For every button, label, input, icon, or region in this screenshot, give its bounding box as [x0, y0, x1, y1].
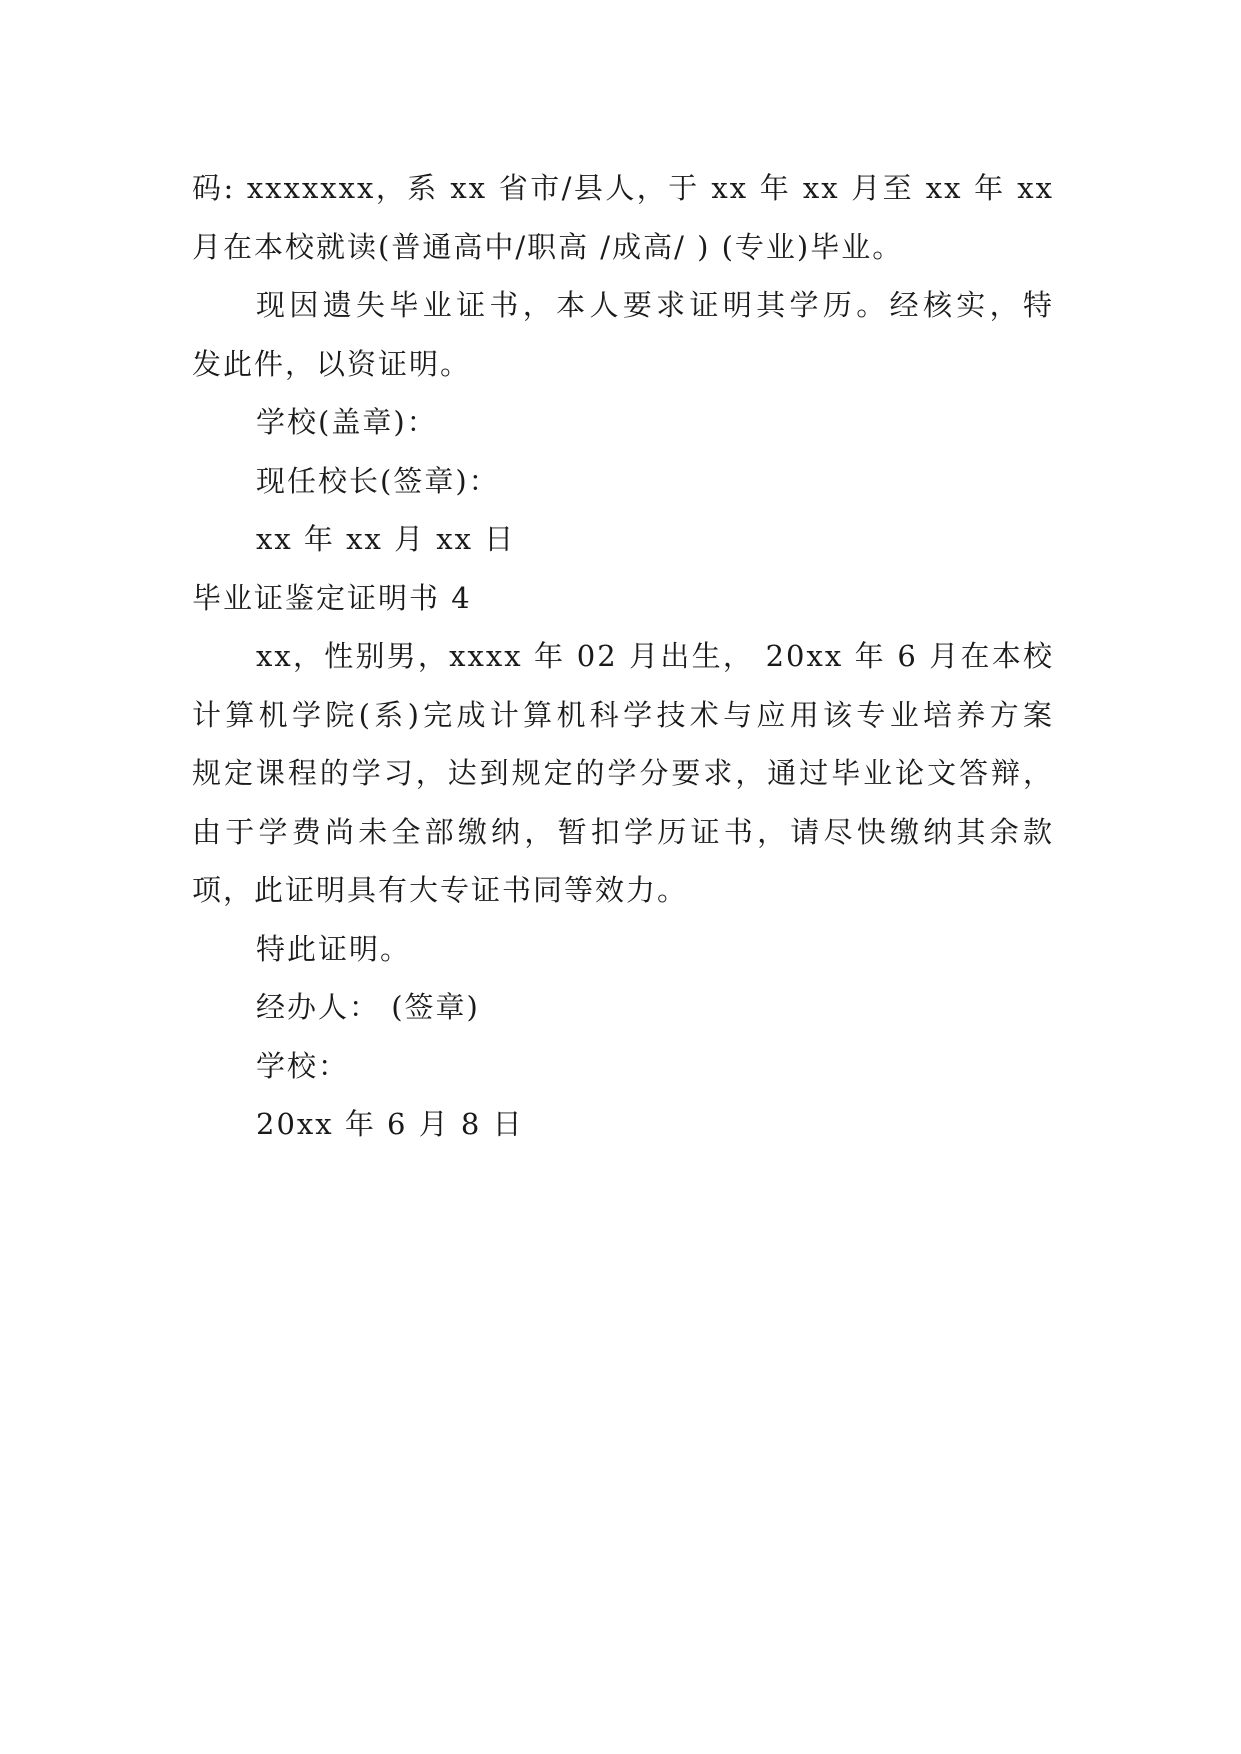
handler-signature-line: 经办人： (签章) [256, 990, 480, 1024]
body-line-4: 发此件，以资证明。 [192, 346, 472, 381]
body-line-2: 月在本校就读(普通高中/职高 /成高/ ) (专业)毕业。 [192, 229, 904, 264]
certification-line: 特此证明。 [256, 931, 412, 966]
principal-signature-line: 现任校长(签章)： [256, 463, 500, 498]
date-line-2: 20xx 年 6 月 8 日 [256, 1107, 524, 1141]
section-title: 毕业证鉴定证明书 4 [192, 580, 472, 615]
school-seal-line: 学校(盖章)： [256, 405, 438, 439]
body-line-3: 现因遗失毕业证书，本人要求证明其学历。经核实，特 [256, 288, 1054, 322]
body-line-7: 规定课程的学习，达到规定的学分要求，通过毕业论文答辩， [192, 756, 1054, 790]
body-line-6: 计算机学院(系)完成计算机科学技术与应用该专业培养方案 [192, 697, 1054, 732]
body-line-9: 项，此证明具有大专证书同等效力。 [192, 873, 689, 907]
body-line-5: xx，性别男，xxxx 年 02 月出生， 20xx 年 6 月在本校 [256, 639, 1054, 673]
body-line-8: 由于学费尚未全部缴纳，暂扣学历证书，请尽快缴纳其余款 [192, 814, 1054, 849]
document-page [192, 159, 1054, 1154]
school-line: 学校： [256, 1048, 350, 1083]
date-line-1: xx 年 xx 月 xx 日 [256, 522, 516, 556]
body-line-1: 码: xxxxxxx，系 xx 省市/县人，于 xx 年 xx 月至 xx 年 xx [192, 171, 1054, 205]
